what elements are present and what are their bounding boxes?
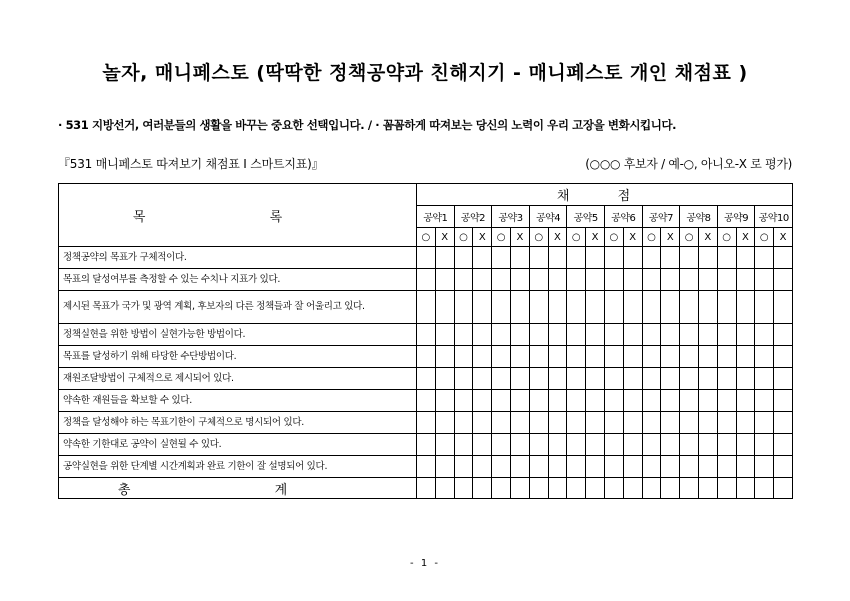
page-number: - 1 - [410, 558, 440, 569]
no-score-cell[interactable] [435, 390, 454, 412]
yes-score-cell[interactable] [642, 390, 661, 412]
yes-score-cell[interactable] [454, 434, 473, 456]
yes-mark-header: ○ [604, 228, 623, 247]
yes-score-cell[interactable] [680, 456, 699, 478]
no-score-cell[interactable] [661, 291, 680, 324]
item-header: 목 록 [59, 184, 417, 247]
yes-mark-header: ○ [567, 228, 586, 247]
yes-score-cell[interactable] [717, 434, 736, 456]
yes-score-cell[interactable] [454, 412, 473, 434]
yes-score-cell[interactable] [529, 247, 548, 269]
no-score-cell[interactable] [736, 247, 755, 269]
yes-score-cell[interactable] [604, 434, 623, 456]
criterion-label: 목표를 달성하기 위해 타당한 수단방법이다. [59, 346, 417, 368]
yes-score-cell[interactable] [680, 412, 699, 434]
scoring-table [58, 183, 793, 499]
no-score-cell[interactable] [586, 346, 605, 368]
no-score-cell[interactable] [698, 368, 717, 390]
no-score-cell[interactable] [698, 412, 717, 434]
no-score-cell[interactable] [774, 390, 793, 412]
no-score-cell[interactable] [548, 368, 567, 390]
yes-score-cell[interactable] [717, 291, 736, 324]
no-score-cell[interactable] [698, 324, 717, 346]
no-mark-header: X [623, 228, 642, 247]
table-row [59, 390, 793, 412]
no-score-cell[interactable] [586, 412, 605, 434]
yes-total-cell[interactable] [417, 478, 436, 499]
no-score-cell[interactable] [548, 346, 567, 368]
yes-mark-header: ○ [454, 228, 473, 247]
yes-total-cell[interactable] [454, 478, 473, 499]
no-total-cell[interactable] [586, 478, 605, 499]
score-header: 채 점 [417, 184, 793, 206]
criterion-label: 약속한 재원들을 확보할 수 있다. [59, 390, 417, 412]
no-score-cell[interactable] [661, 269, 680, 291]
no-score-cell[interactable] [548, 269, 567, 291]
no-score-cell[interactable] [623, 346, 642, 368]
yes-score-cell[interactable] [642, 291, 661, 324]
yes-score-cell[interactable] [492, 390, 511, 412]
table-row [59, 247, 793, 269]
pledge-header: 공약6 [604, 206, 642, 228]
no-score-cell[interactable] [435, 434, 454, 456]
no-score-cell[interactable] [774, 368, 793, 390]
no-score-cell[interactable] [586, 368, 605, 390]
criterion-label: 목표의 달성여부를 측정할 수 있는 수치나 지표가 있다. [59, 269, 417, 291]
yes-mark-header: ○ [680, 228, 699, 247]
yes-score-cell[interactable] [567, 269, 586, 291]
no-score-cell[interactable] [586, 247, 605, 269]
yes-score-cell[interactable] [717, 324, 736, 346]
no-score-cell[interactable] [548, 324, 567, 346]
yes-total-cell[interactable] [755, 478, 774, 499]
yes-score-cell[interactable] [604, 291, 623, 324]
yes-score-cell[interactable] [717, 368, 736, 390]
no-score-cell[interactable] [736, 291, 755, 324]
yes-mark-header: ○ [492, 228, 511, 247]
no-score-cell[interactable] [510, 269, 529, 291]
no-score-cell[interactable] [774, 456, 793, 478]
no-mark-header: X [586, 228, 605, 247]
yes-score-cell[interactable] [717, 412, 736, 434]
no-score-cell[interactable] [510, 456, 529, 478]
yes-score-cell[interactable] [604, 390, 623, 412]
yes-total-cell[interactable] [604, 478, 623, 499]
no-score-cell[interactable] [548, 434, 567, 456]
no-score-cell[interactable] [473, 247, 492, 269]
yes-score-cell[interactable] [529, 346, 548, 368]
yes-score-cell[interactable] [604, 412, 623, 434]
no-score-cell[interactable] [548, 390, 567, 412]
yes-score-cell[interactable] [755, 412, 774, 434]
no-score-cell[interactable] [510, 247, 529, 269]
yes-total-cell[interactable] [567, 478, 586, 499]
yes-score-cell[interactable] [717, 456, 736, 478]
no-score-cell[interactable] [623, 324, 642, 346]
no-mark-header: X [774, 228, 793, 247]
no-score-cell[interactable] [435, 456, 454, 478]
yes-score-cell[interactable] [417, 368, 436, 390]
no-score-cell[interactable] [774, 412, 793, 434]
no-score-cell[interactable] [586, 434, 605, 456]
no-mark-header: X [736, 228, 755, 247]
criterion-label: 공약실현을 위한 단계별 시간계획과 완료 기한이 잘 설명되어 있다. [59, 456, 417, 478]
no-score-cell[interactable] [510, 346, 529, 368]
yes-score-cell[interactable] [454, 269, 473, 291]
yes-score-cell[interactable] [454, 368, 473, 390]
no-score-cell[interactable] [774, 346, 793, 368]
no-score-cell[interactable] [548, 456, 567, 478]
no-score-cell[interactable] [510, 412, 529, 434]
no-score-cell[interactable] [698, 247, 717, 269]
yes-score-cell[interactable] [529, 412, 548, 434]
table-row [59, 269, 793, 291]
no-score-cell[interactable] [623, 269, 642, 291]
yes-score-cell[interactable] [567, 291, 586, 324]
no-score-cell[interactable] [586, 269, 605, 291]
no-score-cell[interactable] [473, 456, 492, 478]
yes-score-cell[interactable] [717, 390, 736, 412]
pledge-header: 공약10 [755, 206, 793, 228]
table-row [59, 456, 793, 478]
yes-total-cell[interactable] [717, 478, 736, 499]
yes-total-cell[interactable] [680, 478, 699, 499]
no-score-cell[interactable] [510, 368, 529, 390]
subtitle: · 531 지방선거, 여러분들의 생활을 바꾸는 중요한 선택입니다. / · 꼼꼼하게 따져보는 당신의 노력이 우리 고장을 변화시킵니다. [58, 118, 677, 132]
page-title: 놀자, 매니페스토 (딱딱한 정책공약과 친해지기 - 매니페스토 개인 채점표 ) [102, 62, 748, 84]
no-score-cell[interactable] [623, 412, 642, 434]
no-score-cell[interactable] [661, 247, 680, 269]
no-score-cell[interactable] [623, 456, 642, 478]
yes-total-cell[interactable] [529, 478, 548, 499]
yes-score-cell[interactable] [680, 324, 699, 346]
yes-score-cell[interactable] [755, 390, 774, 412]
no-score-cell[interactable] [623, 434, 642, 456]
no-score-cell[interactable] [435, 412, 454, 434]
table-caption: 『531 매니페스토 따져보기 채점표 Ⅰ 스마트지표)』 [58, 157, 324, 171]
no-score-cell[interactable] [473, 291, 492, 324]
yes-score-cell[interactable] [492, 269, 511, 291]
pledge-header: 공약8 [680, 206, 718, 228]
no-score-cell[interactable] [661, 434, 680, 456]
yes-score-cell[interactable] [755, 247, 774, 269]
no-score-cell[interactable] [736, 324, 755, 346]
no-total-cell[interactable] [698, 478, 717, 499]
yes-score-cell[interactable] [755, 368, 774, 390]
yes-score-cell[interactable] [529, 368, 548, 390]
yes-score-cell[interactable] [680, 346, 699, 368]
yes-score-cell[interactable] [755, 456, 774, 478]
yes-score-cell[interactable] [717, 346, 736, 368]
table-row [59, 434, 793, 456]
pledge-header: 공약2 [454, 206, 492, 228]
yes-score-cell[interactable] [492, 456, 511, 478]
criterion-label: 정책실현을 위한 방법이 실현가능한 방법이다. [59, 324, 417, 346]
yes-score-cell[interactable] [417, 247, 436, 269]
yes-score-cell[interactable] [529, 390, 548, 412]
no-score-cell[interactable] [623, 368, 642, 390]
no-score-cell[interactable] [435, 346, 454, 368]
yes-score-cell[interactable] [755, 269, 774, 291]
table-row [59, 412, 793, 434]
no-score-cell[interactable] [661, 390, 680, 412]
yes-score-cell[interactable] [604, 346, 623, 368]
table-row [59, 368, 793, 390]
yes-score-cell[interactable] [454, 390, 473, 412]
yes-score-cell[interactable] [417, 390, 436, 412]
yes-score-cell[interactable] [642, 324, 661, 346]
no-score-cell[interactable] [698, 456, 717, 478]
yes-score-cell[interactable] [642, 247, 661, 269]
no-total-cell[interactable] [661, 478, 680, 499]
yes-score-cell[interactable] [567, 324, 586, 346]
evaluation-note: (○○○ 후보자 / 예-○, 아니오-X 로 평가) [585, 157, 792, 171]
no-score-cell[interactable] [510, 291, 529, 324]
yes-score-cell[interactable] [567, 390, 586, 412]
no-score-cell[interactable] [661, 456, 680, 478]
yes-score-cell[interactable] [642, 368, 661, 390]
yes-score-cell[interactable] [417, 269, 436, 291]
table-row [59, 291, 793, 324]
no-mark-header: X [435, 228, 454, 247]
yes-score-cell[interactable] [604, 269, 623, 291]
no-score-cell[interactable] [586, 456, 605, 478]
yes-score-cell[interactable] [604, 247, 623, 269]
yes-score-cell[interactable] [680, 390, 699, 412]
yes-score-cell[interactable] [529, 456, 548, 478]
yes-score-cell[interactable] [642, 456, 661, 478]
yes-score-cell[interactable] [454, 324, 473, 346]
yes-score-cell[interactable] [417, 346, 436, 368]
no-score-cell[interactable] [510, 434, 529, 456]
yes-score-cell[interactable] [492, 434, 511, 456]
no-score-cell[interactable] [736, 434, 755, 456]
yes-score-cell[interactable] [755, 291, 774, 324]
no-score-cell[interactable] [548, 247, 567, 269]
yes-total-cell[interactable] [492, 478, 511, 499]
no-score-cell[interactable] [774, 434, 793, 456]
no-score-cell[interactable] [510, 390, 529, 412]
criterion-label: 정책공약의 목표가 구체적이다. [59, 247, 417, 269]
no-score-cell[interactable] [435, 291, 454, 324]
yes-score-cell[interactable] [454, 456, 473, 478]
no-score-cell[interactable] [435, 368, 454, 390]
yes-score-cell[interactable] [417, 412, 436, 434]
yes-score-cell[interactable] [529, 434, 548, 456]
yes-score-cell[interactable] [492, 368, 511, 390]
yes-score-cell[interactable] [642, 269, 661, 291]
yes-score-cell[interactable] [492, 247, 511, 269]
yes-score-cell[interactable] [417, 456, 436, 478]
yes-score-cell[interactable] [567, 346, 586, 368]
no-mark-header: X [510, 228, 529, 247]
no-total-cell[interactable] [435, 478, 454, 499]
yes-score-cell[interactable] [680, 368, 699, 390]
no-score-cell[interactable] [473, 324, 492, 346]
no-score-cell[interactable] [623, 390, 642, 412]
no-score-cell[interactable] [586, 390, 605, 412]
pledge-header: 공약7 [642, 206, 680, 228]
criterion-label: 정책을 달성해야 하는 목표기한이 구체적으로 명시되어 있다. [59, 412, 417, 434]
table-row [59, 324, 793, 346]
no-score-cell[interactable] [661, 324, 680, 346]
yes-score-cell[interactable] [567, 434, 586, 456]
no-score-cell[interactable] [736, 456, 755, 478]
no-score-cell[interactable] [698, 346, 717, 368]
yes-score-cell[interactable] [567, 456, 586, 478]
yes-mark-header: ○ [717, 228, 736, 247]
no-mark-header: X [548, 228, 567, 247]
yes-score-cell[interactable] [642, 412, 661, 434]
no-score-cell[interactable] [586, 324, 605, 346]
no-score-cell[interactable] [698, 269, 717, 291]
yes-total-cell[interactable] [642, 478, 661, 499]
yes-score-cell[interactable] [604, 456, 623, 478]
no-score-cell[interactable] [623, 247, 642, 269]
pledge-header: 공약4 [529, 206, 567, 228]
yes-score-cell[interactable] [755, 346, 774, 368]
no-score-cell[interactable] [774, 291, 793, 324]
table-row [59, 346, 793, 368]
no-total-cell[interactable] [736, 478, 755, 499]
yes-score-cell[interactable] [642, 434, 661, 456]
no-score-cell[interactable] [774, 269, 793, 291]
no-score-cell[interactable] [473, 412, 492, 434]
no-total-cell[interactable] [473, 478, 492, 499]
yes-score-cell[interactable] [567, 368, 586, 390]
no-score-cell[interactable] [736, 269, 755, 291]
no-score-cell[interactable] [473, 390, 492, 412]
no-mark-header: X [473, 228, 492, 247]
no-score-cell[interactable] [473, 368, 492, 390]
yes-score-cell[interactable] [454, 346, 473, 368]
no-score-cell[interactable] [435, 247, 454, 269]
yes-score-cell[interactable] [492, 346, 511, 368]
yes-score-cell[interactable] [529, 291, 548, 324]
yes-score-cell[interactable] [417, 434, 436, 456]
no-total-cell[interactable] [548, 478, 567, 499]
no-score-cell[interactable] [661, 368, 680, 390]
yes-score-cell[interactable] [717, 247, 736, 269]
no-total-cell[interactable] [774, 478, 793, 499]
no-score-cell[interactable] [661, 346, 680, 368]
yes-score-cell[interactable] [604, 324, 623, 346]
no-total-cell[interactable] [623, 478, 642, 499]
no-score-cell[interactable] [435, 269, 454, 291]
criterion-label: 약속한 기한대로 공약이 실현될 수 있다. [59, 434, 417, 456]
yes-score-cell[interactable] [529, 324, 548, 346]
no-score-cell[interactable] [736, 368, 755, 390]
yes-score-cell[interactable] [717, 269, 736, 291]
yes-score-cell[interactable] [492, 291, 511, 324]
yes-score-cell[interactable] [680, 247, 699, 269]
criterion-label: 제시된 목표가 국가 및 광역 계획, 후보자의 다른 정책들과 잘 어울리고 있다. [59, 291, 417, 324]
no-score-cell[interactable] [586, 291, 605, 324]
yes-mark-header: ○ [529, 228, 548, 247]
yes-score-cell[interactable] [529, 269, 548, 291]
yes-score-cell[interactable] [680, 269, 699, 291]
yes-score-cell[interactable] [755, 434, 774, 456]
yes-score-cell[interactable] [604, 368, 623, 390]
yes-score-cell[interactable] [680, 434, 699, 456]
yes-score-cell[interactable] [417, 291, 436, 324]
yes-score-cell[interactable] [454, 247, 473, 269]
yes-mark-header: ○ [755, 228, 774, 247]
pledge-header: 공약3 [492, 206, 530, 228]
yes-score-cell[interactable] [492, 324, 511, 346]
no-score-cell[interactable] [473, 346, 492, 368]
pledge-header: 공약1 [417, 206, 455, 228]
pledge-header: 공약5 [567, 206, 605, 228]
no-score-cell[interactable] [698, 434, 717, 456]
no-score-cell[interactable] [736, 346, 755, 368]
no-score-cell[interactable] [736, 412, 755, 434]
yes-mark-header: ○ [417, 228, 436, 247]
total-label: 총 계 [59, 478, 417, 499]
no-total-cell[interactable] [510, 478, 529, 499]
no-score-cell[interactable] [548, 291, 567, 324]
no-score-cell[interactable] [623, 291, 642, 324]
total-row [59, 478, 793, 499]
yes-score-cell[interactable] [755, 324, 774, 346]
pledge-header: 공약9 [717, 206, 755, 228]
no-score-cell[interactable] [774, 324, 793, 346]
no-score-cell[interactable] [510, 324, 529, 346]
no-score-cell[interactable] [698, 291, 717, 324]
criterion-label: 재원조달방법이 구체적으로 제시되어 있다. [59, 368, 417, 390]
yes-score-cell[interactable] [680, 291, 699, 324]
no-score-cell[interactable] [473, 269, 492, 291]
yes-score-cell[interactable] [567, 247, 586, 269]
no-score-cell[interactable] [548, 412, 567, 434]
yes-score-cell[interactable] [417, 324, 436, 346]
no-score-cell[interactable] [698, 390, 717, 412]
yes-score-cell[interactable] [567, 412, 586, 434]
no-score-cell[interactable] [736, 390, 755, 412]
yes-score-cell[interactable] [642, 346, 661, 368]
yes-score-cell[interactable] [492, 412, 511, 434]
no-score-cell[interactable] [435, 324, 454, 346]
yes-score-cell[interactable] [454, 291, 473, 324]
no-score-cell[interactable] [473, 434, 492, 456]
no-mark-header: X [661, 228, 680, 247]
no-mark-header: X [698, 228, 717, 247]
yes-mark-header: ○ [642, 228, 661, 247]
no-score-cell[interactable] [774, 247, 793, 269]
no-score-cell[interactable] [661, 412, 680, 434]
